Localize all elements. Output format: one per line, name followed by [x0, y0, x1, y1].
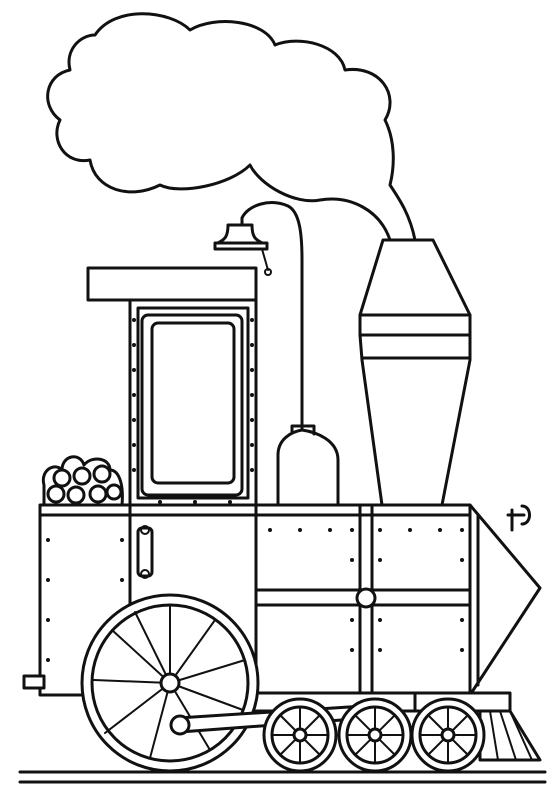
steam-dome	[278, 430, 338, 505]
locomotive-nose	[470, 505, 540, 695]
rail-track	[20, 772, 545, 782]
cowcatcher	[480, 711, 540, 760]
smoke-cloud	[48, 14, 415, 240]
small-wheel-2	[339, 699, 411, 771]
rear-buffer	[24, 676, 44, 688]
boiler	[256, 505, 470, 695]
small-wheel-1	[264, 699, 336, 771]
smokestack	[360, 240, 470, 505]
coal-pile	[43, 457, 122, 505]
cab-roof	[88, 268, 256, 300]
cab	[130, 300, 256, 506]
headlamp	[508, 506, 530, 530]
boiler-hub	[357, 589, 375, 607]
driving-wheel	[82, 595, 258, 771]
small-wheel-3	[412, 699, 484, 771]
